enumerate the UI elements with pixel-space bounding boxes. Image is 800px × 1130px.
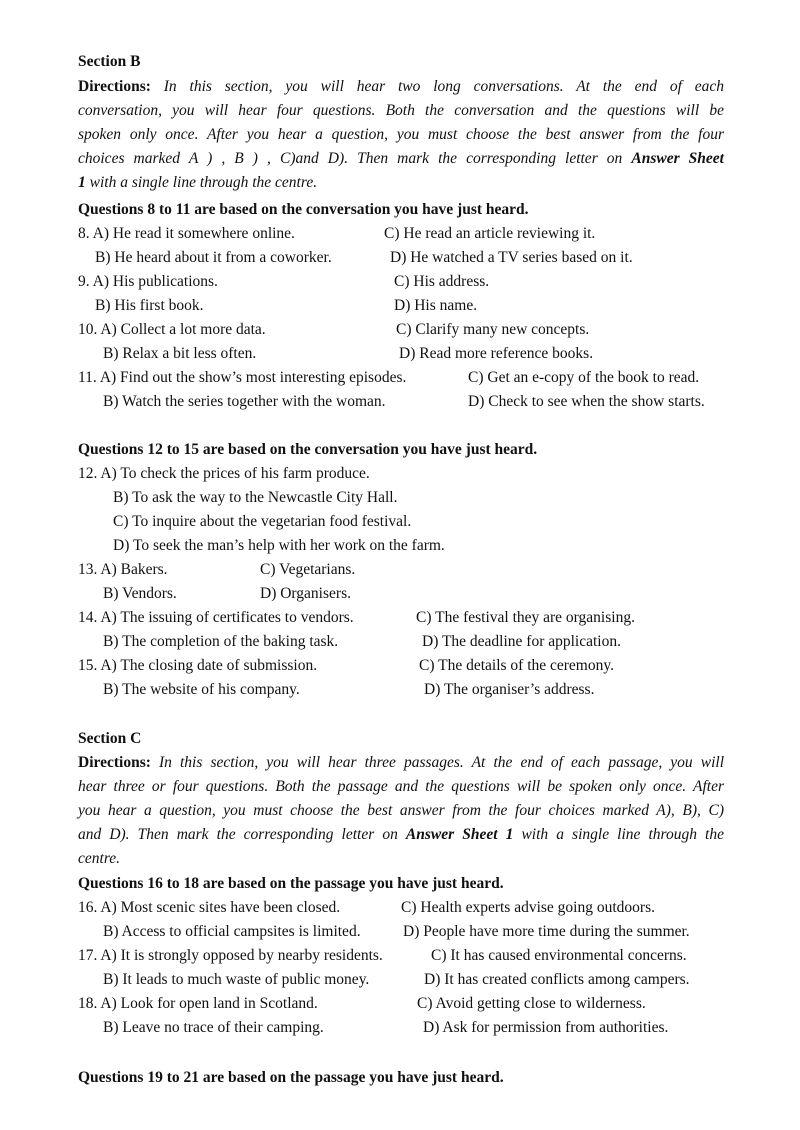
option-18b: B) Leave no trace of their camping. [103,1019,324,1036]
section-b-directions-line-5: 1 with a single line through the centre. [78,174,318,191]
option-11d: D) Check to see when the show starts. [468,393,705,410]
option-15a: 15. A) The closing date of submission. [78,657,318,674]
answer-sheet-ref: Answer Sheet [631,150,724,167]
option-11b: B) Watch the series together with the woman. [103,393,386,410]
section-c-heading: Section C [78,730,142,747]
directions-label: Directions: [78,78,151,95]
option-15c: C) The details of the ceremony. [419,657,614,674]
question-group-header: Questions 8 to 11 are based on the conversation you have just heard. [78,201,529,218]
option-13a: 13. A) Bakers. [78,561,168,578]
option-14b: B) The completion of the baking task. [103,633,339,650]
option-17c: C) It has caused environmental concerns. [431,947,687,964]
section-c-directions-line-3: you hear a question, you must choose the best answer from the four choices marked A), B), C) [78,802,724,819]
option-9c: C) His address. [394,273,490,290]
option-12c: C) To inquire about the vegetarian food festival. [113,513,412,530]
section-c-directions-line-5: centre. [78,850,121,867]
option-12b: B) To ask the way to the Newcastle City Hall. [113,489,398,506]
section-b-directions-line-3: spoken only once. After you hear a question, you must choose the best answer from the four [78,126,724,143]
option-17a: 17. A) It is strongly opposed by nearby residents. [78,947,383,964]
option-11a: 11. A) Find out the show’s most interesting episodes. [78,369,407,386]
option-14c: C) The festival they are organising. [416,609,635,626]
section-b-directions-line-2: conversation, you will hear four questions. Both the conversation and the questions will be [78,102,724,119]
option-13d: D) Organisers. [260,585,351,602]
option-9d: D) His name. [394,297,478,314]
section-c-directions-line-1: Directions: In this section, you will hear three passages. At the end of each passage, you will [78,754,724,771]
option-10c: C) Clarify many new concepts. [396,321,590,338]
answer-sheet-ref: Answer Sheet 1 [405,826,514,843]
section-b-directions-line-1: Directions: In this section, you will hear two long conversations. At the end of each [78,78,725,95]
option-8a: 8. A) He read it somewhere online. [78,225,295,242]
option-8d: D) He watched a TV series based on it. [390,249,633,266]
option-10d: D) Read more reference books. [399,345,594,362]
option-16a: 16. A) Most scenic sites have been closed. [78,899,341,916]
section-b-directions-line-4: choices marked A ) , B ) , C)and D). Then mark the corresponding letter on Answer Sheet [78,150,724,167]
option-9b: B) His first book. [95,297,204,314]
question-group-header: Questions 16 to 18 are based on the passage you have just heard. [78,875,504,892]
option-11c: C) Get an e-copy of the book to read. [468,369,700,386]
question-group-header: Questions 12 to 15 are based on the conversation you have just heard. [78,441,538,458]
option-10b: B) Relax a bit less often. [103,345,257,362]
section-c-directions-line-2: hear three or four questions. Both the passage and the questions will be spoken only once. After [78,778,724,795]
option-12d: D) To seek the man’s help with her work on the farm. [113,537,445,554]
option-8c: C) He read an article reviewing it. [384,225,596,242]
option-16b: B) Access to official campsites is limited. [103,923,361,940]
option-8b: B) He heard about it from a coworker. [95,249,332,266]
option-18d: D) Ask for permission from authorities. [423,1019,669,1036]
option-17d: D) It has created conflicts among campers. [424,971,690,988]
option-18a: 18. A) Look for open land in Scotland. [78,995,318,1012]
option-9a: 9. A) His publications. [78,273,218,290]
option-14a: 14. A) The issuing of certificates to vendors. [78,609,354,626]
option-10a: 10. A) Collect a lot more data. [78,321,266,338]
option-16c: C) Health experts advise going outdoors. [401,899,655,916]
option-15b: B) The website of his company. [103,681,300,698]
section-c-directions-line-4: and D). Then mark the corresponding letter on Answer Sheet 1 with a single line through the [78,826,724,843]
option-13c: C) Vegetarians. [260,561,356,578]
question-group-header: Questions 19 to 21 are based on the passage you have just heard. [78,1069,504,1086]
option-13b: B) Vendors. [103,585,177,602]
option-17b: B) It leads to much waste of public money. [103,971,370,988]
directions-label: Directions: [78,754,151,771]
section-b-heading: Section B [78,53,141,70]
option-16d: D) People have more time during the summer. [403,923,690,940]
option-14d: D) The deadline for application. [422,633,621,650]
option-15d: D) The organiser’s address. [424,681,595,698]
option-18c: C) Avoid getting close to wilderness. [417,995,646,1012]
option-12a: 12. A) To check the prices of his farm produce. [78,465,370,482]
